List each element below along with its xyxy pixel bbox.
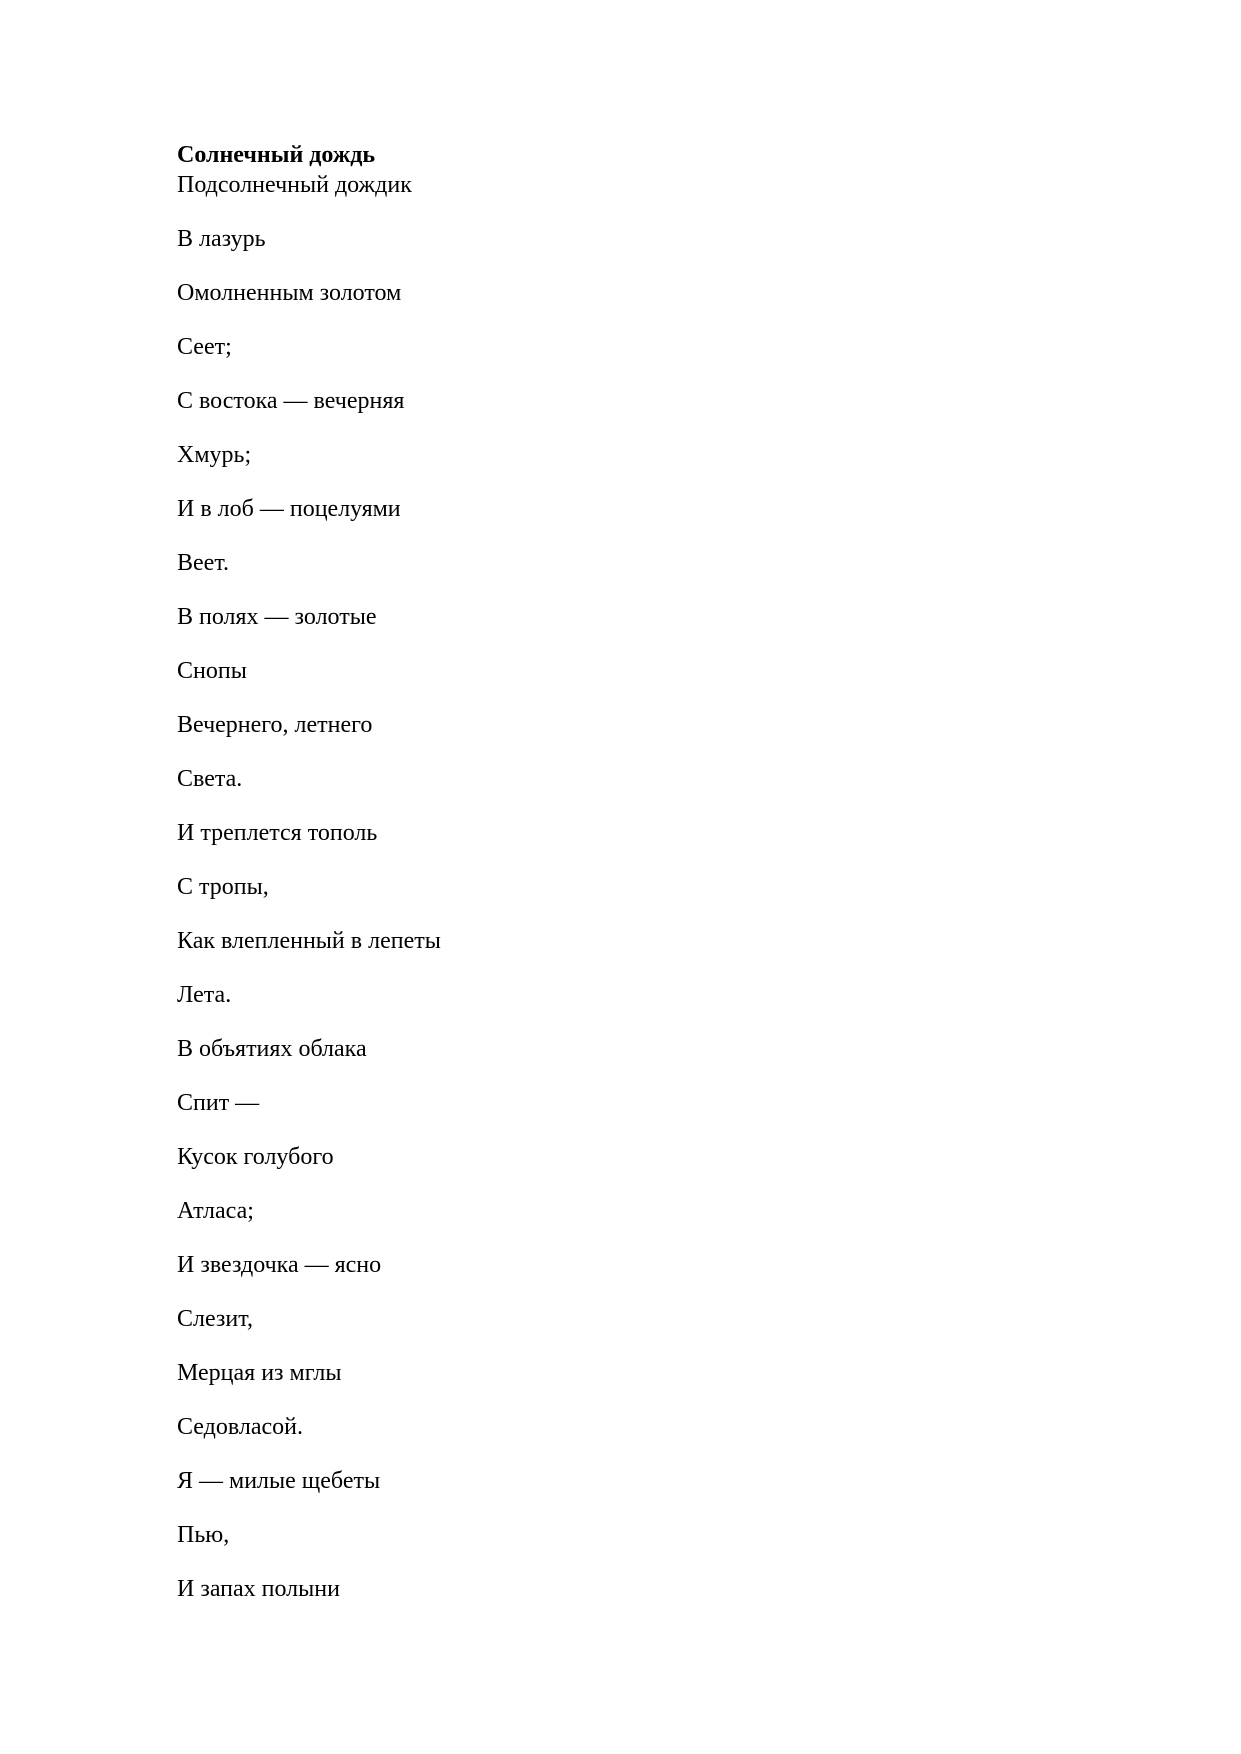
poem-line: Сеет; — [177, 334, 232, 360]
poem-line: Слезит, — [177, 1306, 253, 1332]
poem-line: Света. — [177, 766, 243, 792]
poem-line: И треплется тополь — [177, 820, 378, 846]
poem-line: И в лоб — поцелуями — [177, 496, 401, 522]
poem-line: Лета. — [177, 982, 232, 1008]
poem-line: Как влепленный в лепеты — [177, 928, 441, 954]
poem-line: Вечернего, летнего — [177, 712, 373, 738]
poem — [177, 140, 1077, 1628]
poem-line: Хмурь; — [177, 442, 252, 468]
poem-line: В объятиях облака — [177, 1036, 367, 1062]
poem-line: Омолненным золотом — [177, 280, 402, 306]
poem-line: Пью, — [177, 1522, 230, 1548]
poem-title: Солнечный дождь — [177, 142, 376, 168]
poem-line: В лазурь — [177, 226, 266, 252]
poem-line: И запах полыни — [177, 1576, 340, 1602]
poem-line: В полях — золотые — [177, 604, 377, 630]
poem-line: Я — милые щебеты — [177, 1468, 381, 1494]
poem-line: Веет. — [177, 550, 229, 576]
poem-line: Спит — — [177, 1090, 260, 1116]
poem-line: И звездочка — ясно — [177, 1252, 382, 1278]
poem-line: Атласа; — [177, 1198, 254, 1224]
poem-line: Седовласой. — [177, 1414, 303, 1440]
poem-lines — [177, 170, 1077, 1628]
poem-line: С тропы, — [177, 874, 269, 900]
poem-line: Снопы — [177, 658, 247, 684]
poem-line: Мерцая из мглы — [177, 1360, 342, 1386]
poem-line: Кусок голубого — [177, 1144, 334, 1170]
poem-line: Подсолнечный дождик — [177, 172, 412, 198]
poem-line: С востока — вечерняя — [177, 388, 405, 414]
